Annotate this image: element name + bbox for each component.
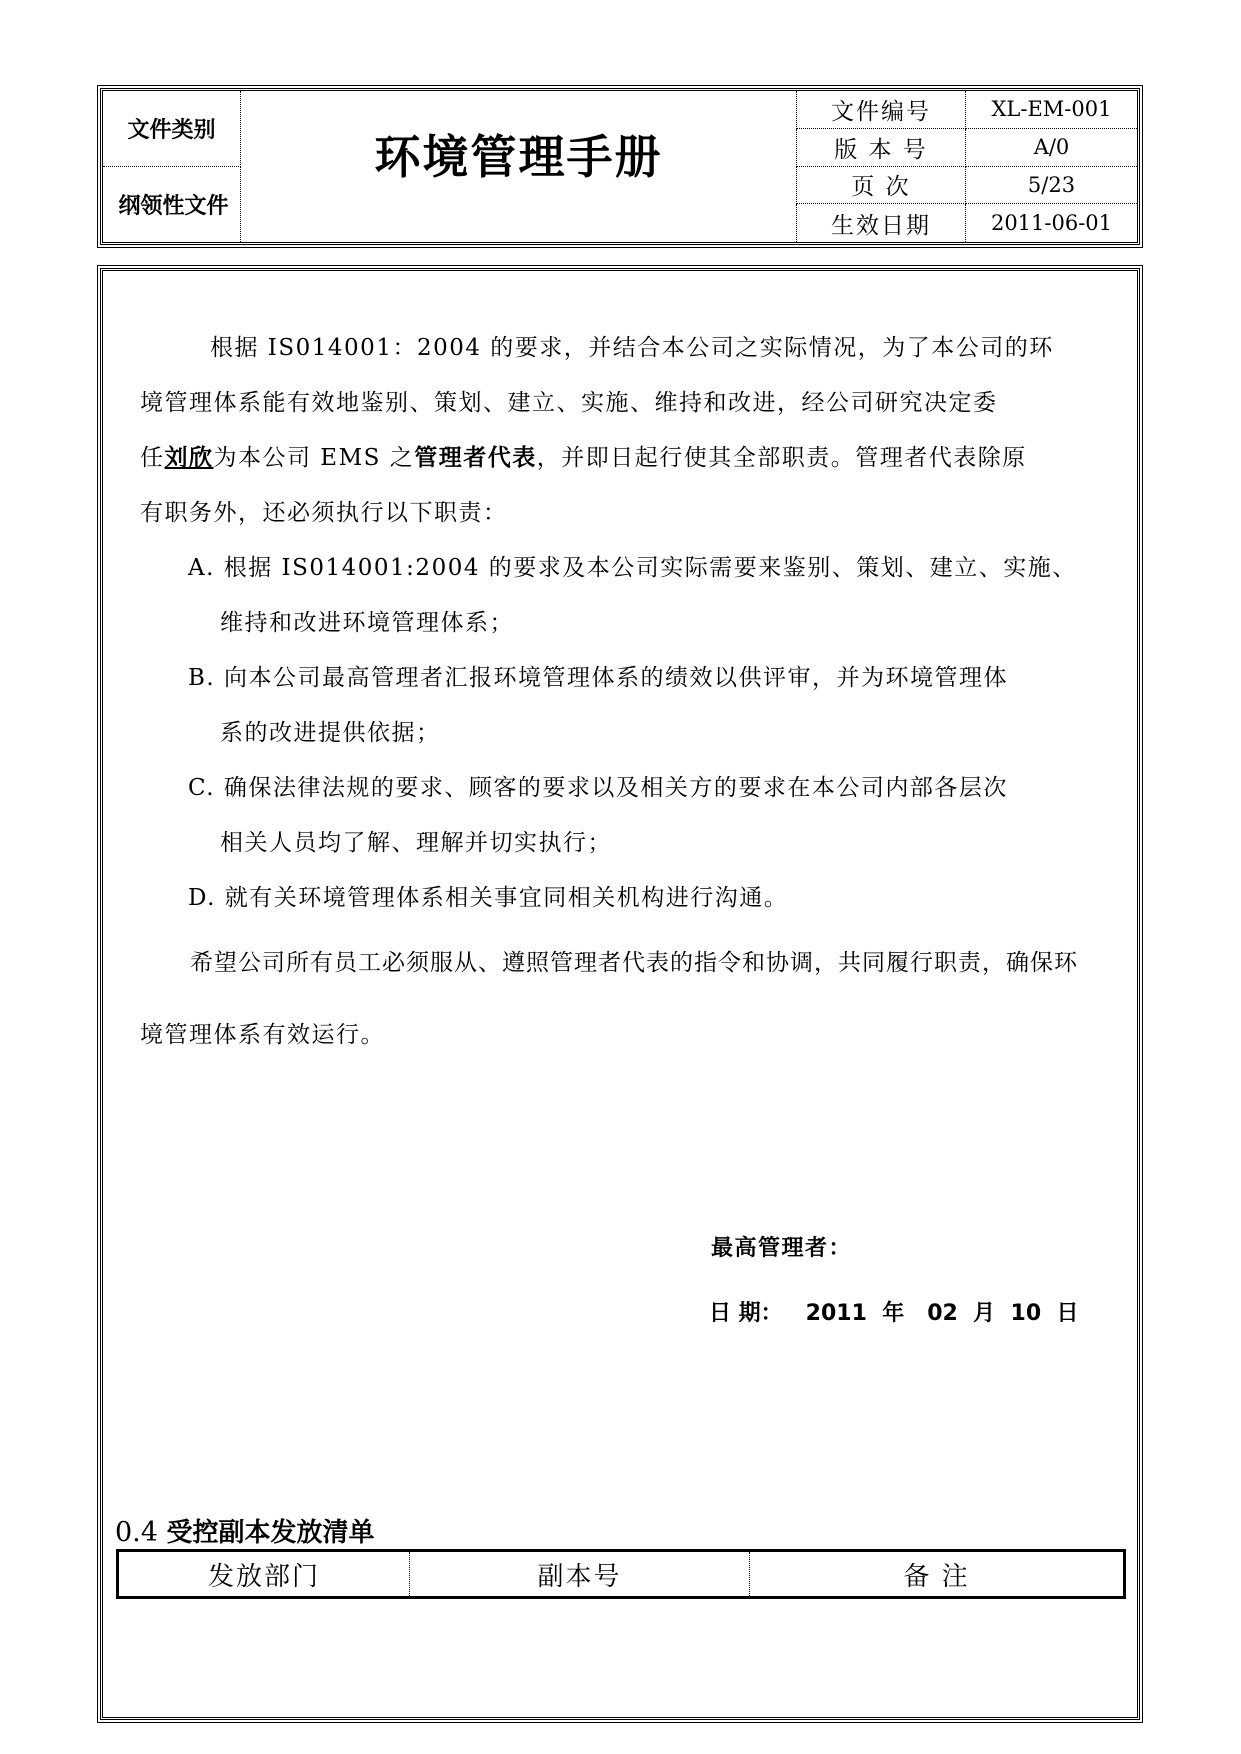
date-day: 10: [1010, 1301, 1042, 1326]
duty-c-line-2: 相关人员均了解、理解并切实执行；: [220, 830, 612, 856]
section-title: 受控副本发放清单: [166, 1518, 375, 1548]
meta-key-effective-date: 生效日期: [796, 204, 966, 242]
column-header-copy-number: 副本号: [409, 1552, 749, 1596]
signatory-label: 最高管理者：: [711, 1236, 853, 1261]
duty-c-line-1: C. 确保法律法规的要求、顾客的要求以及相关方的要求在本公司内部各层次: [188, 775, 1008, 801]
signature-date: [709, 1296, 1078, 1327]
meta-key-version: 版 本 号: [796, 129, 966, 167]
date-month: 02: [927, 1301, 958, 1326]
representative-role: 管理者代表: [414, 445, 537, 471]
meta-value-doc-number: XL-EM-001: [966, 91, 1137, 129]
meta-key-page: 页 次: [796, 167, 966, 205]
category-label: 文件类别: [103, 91, 241, 167]
intro-text: 任: [140, 445, 165, 471]
intro-text: 为本公司 EMS 之: [213, 445, 415, 471]
date-month-unit: 月: [973, 1301, 996, 1326]
duty-a-line-2: 维持和改进环境管理体系；: [220, 610, 514, 636]
intro-line-3: [140, 439, 1027, 472]
duty-b-line-2: 系的改进提供依据；: [220, 720, 441, 746]
column-header-department: 发放部门: [207, 1561, 320, 1592]
distribution-section-title: [115, 1512, 375, 1549]
meta-key-doc-number: 文件编号: [796, 91, 966, 129]
meta-value-version: A/0: [966, 129, 1137, 167]
distribution-table: [116, 1549, 1126, 1599]
intro-line-2: 境管理体系能有效地鉴别、策划、建立、实施、维持和改进，经公司研究决定委: [140, 390, 998, 416]
document-header: [100, 88, 1140, 245]
duty-b-line-1: B. 向本公司最高管理者汇报环境管理体系的绩效以供评审，并为环境管理体: [188, 665, 1009, 691]
closing-line-2: 境管理体系有效运行。: [140, 1022, 385, 1048]
intro-line-1: 根据 IS014001：2004 的要求，并结合本公司之实际情况，为了本公司的环: [210, 335, 1054, 361]
duty-a-line-1: A. 根据 IS014001:2004 的要求及本公司实际需要来鉴别、策划、建立、实施、: [188, 555, 1077, 581]
column-header-remarks: 备 注: [749, 1552, 1123, 1596]
intro-line-4: 有职务外，还必须执行以下职责：: [140, 500, 508, 526]
date-label: 日 期：: [709, 1301, 783, 1326]
section-number: 0.4: [115, 1517, 158, 1548]
meta-value-page: 5/23: [966, 167, 1137, 205]
duty-d-line-1: D. 就有关环境管理体系相关事宜同相关机构进行沟通。: [188, 885, 789, 911]
closing-line-1: 希望公司所有员工必须服从、遵照管理者代表的指令和协调，共同履行职责，确保环: [190, 950, 1078, 976]
date-year-unit: 年: [882, 1301, 905, 1326]
date-day-unit: 日: [1056, 1301, 1079, 1326]
category-value: 纲领性文件: [103, 167, 241, 242]
intro-text: ，并即日起行使其全部职责。管理者代表除原: [536, 445, 1027, 471]
date-year: 2011: [805, 1301, 867, 1326]
meta-value-effective-date: 2011-06-01: [990, 211, 1113, 236]
representative-name: 刘欣: [164, 445, 214, 471]
document-body: [100, 268, 1140, 1720]
document-title: 环境管理手册: [374, 129, 663, 184]
